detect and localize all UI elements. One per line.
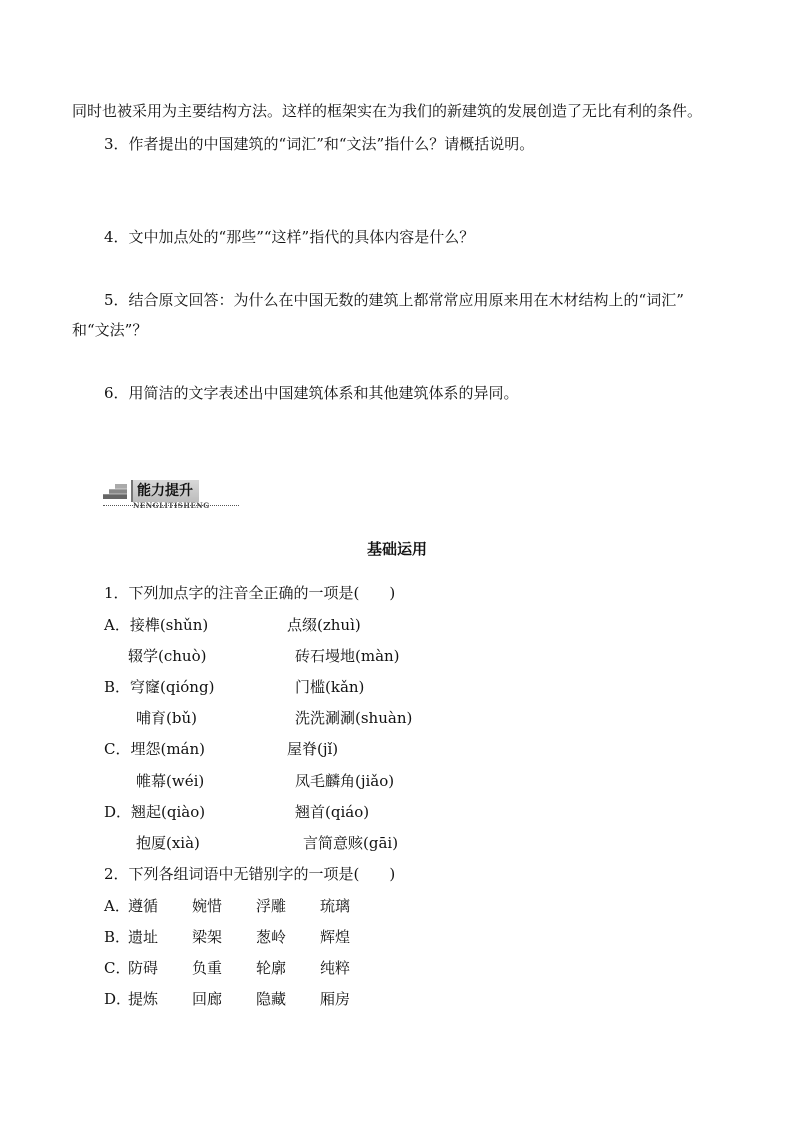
option-word: 纯粹	[320, 959, 351, 977]
question-4-prefix: 4．文中加点处的	[104, 228, 219, 246]
option-word: 琉璃	[320, 897, 351, 915]
mc1-row-1-a: A．接榫(shǔn)	[104, 616, 209, 634]
question-4-word-2: “这样”	[263, 228, 310, 246]
option-word: 梁架	[192, 928, 223, 946]
question-3: 3．作者提出的中国建筑的“词汇”和“文法”指什么？请概括说明。	[104, 135, 535, 153]
mc1-row-7-a: D．翘起(qiào)	[104, 803, 206, 821]
option-label: C．	[104, 959, 131, 977]
mc1-row-5-b: 屋脊(jǐ)	[287, 740, 339, 758]
mc1-row-3-b: 门槛(kǎn)	[295, 678, 365, 696]
option-label: D．	[104, 990, 132, 1008]
option-word: 遗址	[128, 928, 159, 946]
mc1-row-4-a: 哺育(bǔ)	[136, 709, 197, 727]
option-word: 回廊	[192, 990, 223, 1008]
mc1-row-8-a: 抱厦(xià)	[136, 834, 200, 852]
section-banner	[103, 480, 243, 510]
option-word: 防碍	[128, 959, 159, 977]
option-word: 遵循	[128, 897, 159, 915]
option-word: 提炼	[128, 990, 159, 1008]
mc1-stem: 1．下列加点字的注音全正确的一项是( )	[104, 584, 396, 602]
mc1-row-4-b: 洗洗涮涮(shuàn)	[295, 709, 413, 727]
stairs-icon	[103, 483, 127, 499]
option-word: 厢房	[320, 990, 351, 1008]
question-4	[104, 227, 474, 247]
question-6: 6．用简洁的文字表述出中国建筑体系和其他建筑体系的异同。	[104, 384, 519, 402]
banner-subtitle: NENGLITISHENG	[133, 501, 210, 510]
option-word: 轮廓	[256, 959, 287, 977]
question-5-line-2: 和“文法”？	[72, 321, 148, 339]
mc1-row-5-a: C．埋怨(mán)	[104, 740, 206, 758]
mc1-row-7-b: 翘首(qiáo)	[295, 803, 370, 821]
mc2-stem: 2．下列各组词语中无错别字的一项是( )	[104, 865, 396, 883]
mc1-row-1-b: 点缀(zhuì)	[287, 616, 361, 634]
section-title: 基础运用	[366, 540, 427, 558]
banner-rule	[103, 505, 239, 506]
option-word: 葱岭	[256, 928, 287, 946]
option-word: 负重	[192, 959, 223, 977]
question-4-word-1: “那些”	[218, 228, 264, 246]
option-label: A．	[104, 897, 130, 915]
mc1-row-6-b: 凤毛麟角(jiǎo)	[295, 772, 395, 790]
mc1-row-2-b: 砖石墁地(màn)	[295, 647, 400, 665]
option-word: 浮雕	[256, 897, 287, 915]
paragraph-tail: 同时也被采用为主要结构方法。这样的框架实在为我们的新建筑的发展创造了无比有利的条件。	[72, 102, 703, 120]
option-label: B．	[104, 928, 131, 946]
question-4-suffix: 指代的具体内容是什么？	[309, 228, 475, 246]
option-word: 辉煌	[320, 928, 351, 946]
option-word: 隐藏	[256, 990, 287, 1008]
option-word: 婉惜	[192, 897, 223, 915]
mc1-row-6-a: 帷幕(wéi)	[136, 772, 205, 790]
mc1-row-3-a: B．穹窿(qióng)	[104, 678, 215, 696]
banner-title: 能力提升	[131, 480, 199, 502]
mc1-row-2-a: 辍学(chuò)	[128, 647, 207, 665]
mc1-row-8-b: 言简意赅(gāi)	[303, 834, 399, 852]
question-5-line-1: 5．结合原文回答：为什么在中国无数的建筑上都常常应用原来用在木材结构上的“词汇”	[104, 291, 684, 309]
